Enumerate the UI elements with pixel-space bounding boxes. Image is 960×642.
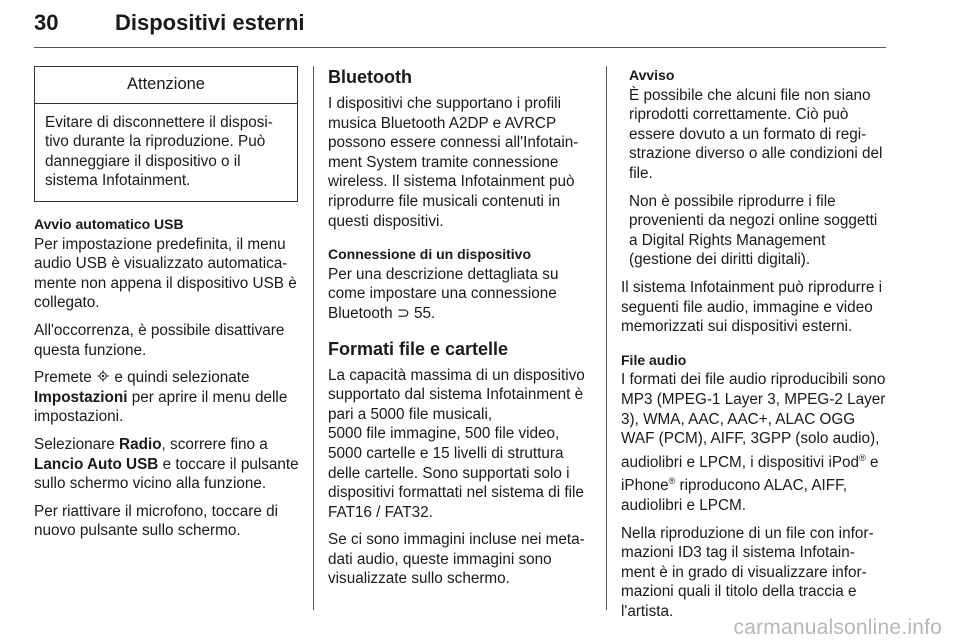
page-reference: 55. [413, 304, 436, 322]
page-number: 30 [34, 10, 59, 35]
paragraph: All'occorrenza, è possibile disattivare questa funzione. [34, 321, 285, 359]
notice-block [621, 66, 887, 270]
settings-gear-icon [96, 368, 110, 388]
page-reference-arrow-icon: ⊃ [396, 304, 410, 322]
column-2 [328, 66, 592, 597]
header-divider [34, 47, 886, 48]
registered-mark: ® [859, 452, 866, 463]
paragraph [328, 265, 592, 324]
attention-body: Evitare di disconnettere il disposi- tivo durante la riproduzione. Può danneggiare il dispositivo o il sistema Infotainment. [45, 113, 273, 190]
text: per aprire il menu delle impostazioni. [34, 388, 288, 426]
paragraph [621, 370, 887, 515]
notice-title: Avviso [629, 67, 675, 83]
column-1 [34, 66, 300, 549]
paragraph [34, 368, 300, 427]
text: Selezionare [34, 435, 115, 453]
menu-item-impostazioni: Impostazioni [34, 388, 128, 406]
paragraph: La capacità massima di un dispositivo supportato dal sistema Infotainment è pari a 5000 file musicali, [328, 366, 585, 423]
paragraph: 5000 file immagine, 500 file video, 5000 cartelle e 15 livelli di struttura delle cartelle. Sono supportati solo i dispositivi formattati nel sistema di file FAT16 / FAT32. [328, 425, 584, 521]
attention-title: Attenzione [35, 67, 297, 104]
text: Premete [34, 369, 92, 387]
text: , scorrere fino a [161, 435, 268, 453]
text: e iPhone [621, 453, 879, 495]
paragraph: È possibile che alcuni file non siano riprodotti correttamente. Ciò può essere dovuto a un formato di regi- strazione diverso o alle condizioni del file. [629, 86, 883, 182]
paragraph: Se ci sono immagini incluse nei meta- dati audio, queste immagini sono visualizzate sullo schermo. [328, 531, 585, 588]
menu-item-lancio-auto-usb: Lancio Auto USB [34, 455, 159, 473]
page-header [34, 4, 886, 48]
paragraph: Per impostazione predefinita, il menu audio USB è visualizzato automatica- mente non appena il dispositivo USB è collegato. [34, 235, 297, 312]
paragraph: Non è possibile riprodurre i file provenienti da negozi online soggetti a Digital Rights Management (gestione dei diritti digitali). [629, 192, 878, 269]
section-heading-formats: Formati file e cartelle [328, 338, 509, 359]
column-3 [621, 66, 887, 630]
watermark: carmanualsonline.info [733, 616, 942, 639]
text: I formati dei file audio riproducibili sono MP3 (MPEG-1 Layer 3, MPEG-2 Layer 3), WMA, AAC, AAC+, ALAC OGG WAF (PCM), AIFF, 3GPP (solo audio), audiolibri e LPCM, i dispositivi iPod [621, 371, 886, 471]
section-heading-connect: Connessione di un dispositivo [328, 246, 532, 263]
paragraph [34, 435, 300, 494]
paragraph: Il sistema Infotainment può riprodurre i seguenti file audio, immagine e video memorizzati sui dispositivi esterni. [621, 278, 883, 336]
chapter-title: Dispositivi esterni [115, 10, 305, 35]
section-heading-autostart: Avvio automatico USB [34, 215, 184, 232]
paragraph: Per riattivare il microfono, toccare di nuovo pulsante sullo schermo. [34, 502, 278, 540]
menu-item-radio: Radio [119, 435, 162, 453]
text: riproducono ALAC, AIFF, audiolibri e LPCM. [621, 477, 848, 515]
registered-mark: ® [668, 476, 676, 487]
attention-box [34, 66, 298, 202]
column-divider [313, 66, 314, 610]
section-heading-bluetooth: Bluetooth [328, 67, 412, 87]
text: e toccare il pulsante sullo schermo vicino alla funzione. [34, 455, 299, 493]
text: e quindi selezionate [114, 369, 250, 387]
text: Per una descrizione dettagliata su come impostare una connessione Bluetooth [328, 265, 559, 322]
paragraph: I dispositivi che supportano i profili musica Bluetooth A2DP e AVRCP possono essere connessi all'Infotain- ment System tramite connessione wireless. Il sistema Infotainment può riprodurre file musicali contenuti in questi dispositivi. [328, 95, 579, 230]
paragraph: Nella riproduzione di un file con infor- mazioni ID3 tag il sistema Infotain- ment è in grado di visualizzare infor- mazioni quali il titolo della traccia e l'artista. [621, 524, 874, 621]
section-heading-audio: File audio [621, 351, 687, 368]
column-divider [606, 66, 607, 610]
